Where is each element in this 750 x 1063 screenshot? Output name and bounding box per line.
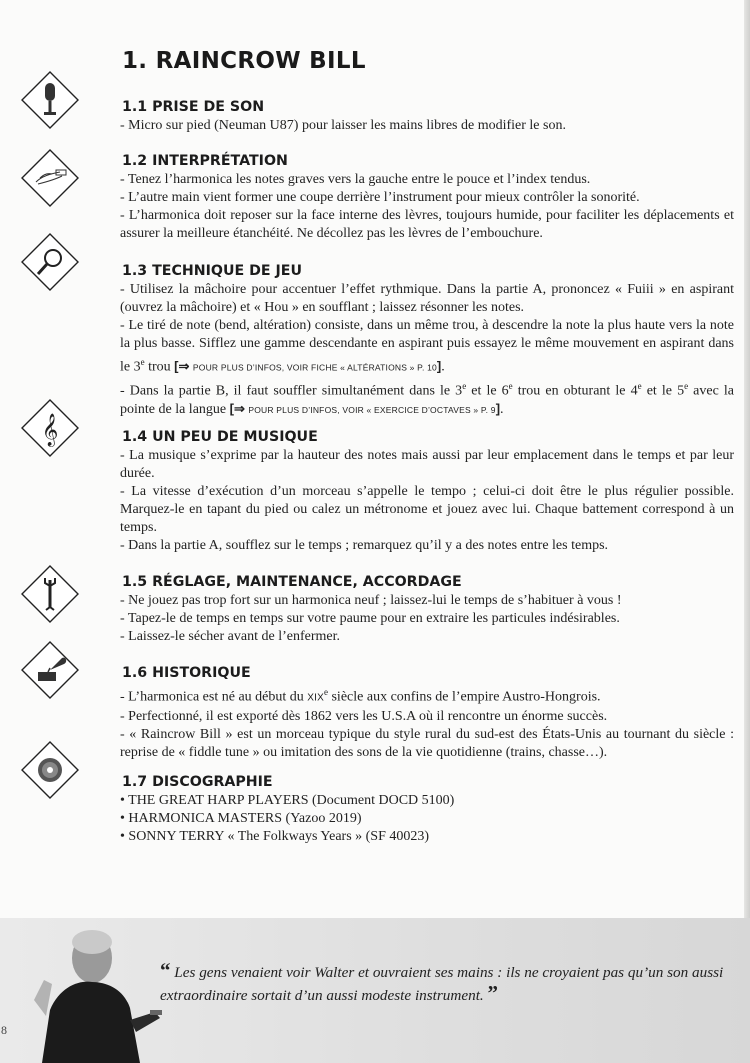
section-heading: 1.7 DISCOGRAPHIE <box>122 774 273 790</box>
superscript: e <box>508 380 513 391</box>
hand-harmonica-icon <box>20 148 80 208</box>
page-edge-shadow <box>744 0 750 1063</box>
cd-icon <box>20 740 80 800</box>
superscript: e <box>140 357 145 367</box>
superscript: e <box>462 380 467 391</box>
discography-item: • HARMONICA MASTERS (Yazoo 2019) <box>120 811 362 826</box>
superscript: e <box>323 687 328 697</box>
discography-item: • SONNY TERRY « The Folkways Years » (SF 40023) <box>120 829 430 844</box>
paragraph <box>120 683 734 708</box>
wrench-icon <box>20 564 80 624</box>
text: siècle aux confins de l’empire Austro-Hongrois. <box>327 689 601 705</box>
open-quote-mark: “ <box>160 958 171 982</box>
pull-quote <box>160 960 734 1006</box>
paragraph: - Dans la partie A, soufflez sur le temps ; remarquez qu’il y a des notes entre les temps. <box>120 538 609 553</box>
superscript: e <box>637 380 642 391</box>
discography-item: • THE GREAT HARP PLAYERS (Document DOCD 5100) <box>120 793 455 808</box>
paragraph: - Dans la partie B, il faut souffler simultanément dans le 3e et le 6e trou en obturant le 4e et le 5e avec la pointe de la langue [⇒ POUR PLUS D’INFOS, VOIR « EXERCICE D’OCTAVES » P. 9]. <box>120 380 734 418</box>
section-heading: 1.5 RÉGLAGE, MAINTENANCE, ACCORDAGE <box>122 574 462 590</box>
paragraph: - « Raincrow Bill » est un morceau typique du style rural du sud-est des États-Unis au tournant du siècle : reprise de « fiddle tune » ou imitation des sons de la vie quotidienne (trains, chasse…). <box>120 726 734 760</box>
section-reglage <box>120 573 734 646</box>
cross-reference-link[interactable]: POUR PLUS D’INFOS, VOIR « EXERCICE D’OCTAVES » P. 9 <box>248 405 496 416</box>
century-numeral: XIX <box>307 692 324 704</box>
cross-reference-link[interactable]: POUR PLUS D’INFOS, VOIR FICHE « ALTÉRATIONS » P. 10 <box>192 362 437 373</box>
text: et le 5 <box>641 383 685 399</box>
section-un-peu-de-musique <box>120 428 734 555</box>
text: - Le tiré de note (bend, altération) consiste, dans un même trou, à descendre la note la plus haute vers la note la plus basse. Sifflez une gamme descendante en aspirant puis essayez le même mouvement en aspirant dans le 3 <box>120 318 734 375</box>
text: trou en obturant le 4 <box>512 383 638 399</box>
page-title: 1. RAINCROW BILL <box>122 48 366 74</box>
section-technique-de-jeu <box>120 262 734 419</box>
paragraph: - Laissez-le sécher avant de l’enfermer. <box>120 629 340 644</box>
paragraph: - La vitesse d’exécution d’un morceau s’appelle le tempo ; celui-ci doit être le plus régulier possible. Marquez-le en tapant du pied ou calez un métronome et jouez avec lui. Chaque battement correspond à un temps. <box>120 484 734 535</box>
text: avec la pointe de la langue <box>120 383 734 418</box>
paragraph: - Utilisez la mâchoire pour accentuer l’effet rythmique. Dans la partie A, prononcez « Fuiii » en aspirant (ouvrez la mâchoire) et « Hou » en soufflant ; laissez résonner les notes. <box>120 282 734 315</box>
paragraph: - Ne jouez pas trop fort sur un harmonica neuf ; laissez-lui le temps de s’habituer à vous ! <box>120 593 622 608</box>
harmonica-player-photo <box>0 920 170 1063</box>
paragraph: - Perfectionné, il est exporté dès 1862 vers les U.S.A où il rencontre un énorme succès. <box>120 708 608 724</box>
microphone-icon <box>20 70 80 130</box>
page-number: 8 <box>1 1023 7 1037</box>
section-discographie <box>120 773 734 846</box>
magnifier-icon <box>20 232 80 292</box>
quote-text: Les gens venaient voir Walter et ouvraient ses mains : ils ne croyaient pas qu’un son aussi extraordinaire sortait d’un aussi modeste instrument. <box>160 964 724 1004</box>
treble-clef-icon <box>20 398 80 458</box>
section-heading: 1.4 UN PEU DE MUSIQUE <box>122 429 318 445</box>
section-heading: 1.6 HISTORIQUE <box>122 665 251 681</box>
text: et le 6 <box>466 383 509 399</box>
section-heading: 1.1 PRISE DE SON <box>122 99 265 115</box>
text: trou <box>144 359 175 375</box>
section-heading: 1.2 INTERPRÉTATION <box>122 153 288 169</box>
paragraph: - La musique s’exprime par la hauteur des notes mais aussi par leur emplacement dans le temps et par leur durée. <box>120 448 734 481</box>
paragraph: - Le tiré de note (bend, altération) consiste, dans un même trou, à descendre la note la plus haute vers la note la plus basse. Sifflez une gamme descendante en aspirant puis essayez le même mouvement en aspirant dans le 3e trou [⇒ POUR PLUS D’INFOS, VOIR FICHE « ALTÉRATIONS » P. 10]. <box>120 318 734 375</box>
superscript: e <box>684 380 689 391</box>
paragraph: - Tenez l’harmonica les notes graves vers la gauche entre le pouce et l’index tendus. <box>120 172 591 187</box>
paragraph: - Micro sur pied (Neuman U87) pour laisser les mains libres de modifier le son. <box>120 118 566 133</box>
paragraph: - Tapez-le de temps en temps sur votre paume pour en extraire les particules indésirables. <box>120 611 620 626</box>
gramophone-icon <box>20 640 80 700</box>
text: - Dans la partie B, il faut souffler simultanément dans le 3 <box>120 383 463 399</box>
section-historique <box>120 664 734 762</box>
section-prise-de-son <box>120 98 734 135</box>
paragraph: - L’harmonica doit reposer sur la face interne des lèvres, toujours humide, pour faciliter les déplacements et assurer la meilleure étanchéité. Ne décollez pas les lèvres de l’embouchure. <box>120 208 734 241</box>
section-interpretation <box>120 152 734 243</box>
paragraph: - L’autre main vient former une coupe derrière l’instrument pour mieux contrôler la sonorité. <box>120 190 640 205</box>
text: - L’harmonica est né au début du <box>120 689 308 705</box>
section-heading: 1.3 TECHNIQUE DE JEU <box>122 263 302 279</box>
svg-text:𝄞: 𝄞 <box>41 413 59 446</box>
close-quote-mark: ” <box>487 981 499 1005</box>
